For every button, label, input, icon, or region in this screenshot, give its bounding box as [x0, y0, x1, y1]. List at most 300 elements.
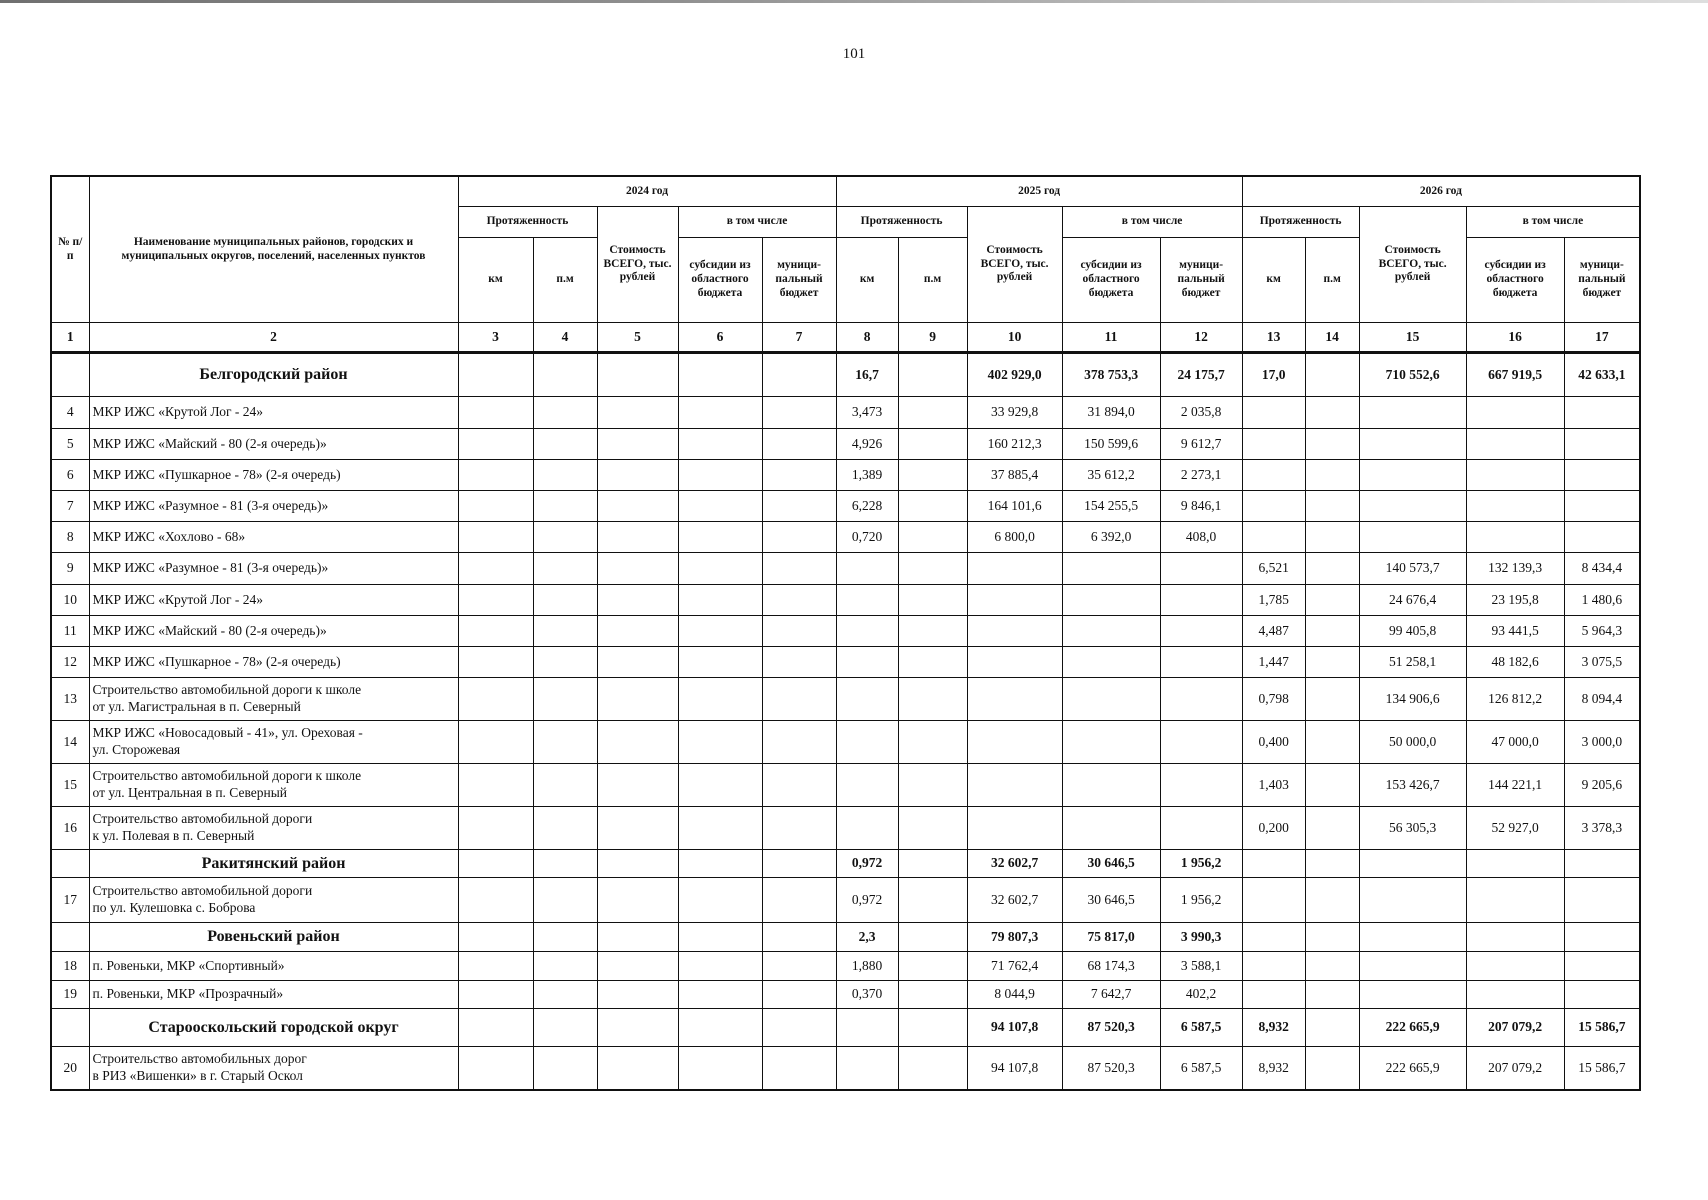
value-cell: 15 586,7	[1564, 1047, 1640, 1091]
column-number: 10	[967, 323, 1062, 353]
district-name: Белгородский район	[89, 353, 458, 397]
value-cell: 35 612,2	[1062, 460, 1160, 491]
value-cell	[836, 1047, 898, 1091]
value-cell: 1,403	[1242, 764, 1305, 807]
value-cell	[533, 491, 597, 522]
header-subsidy-2025: субсидии из областного бюджета	[1062, 238, 1160, 323]
value-cell	[1242, 878, 1305, 923]
value-cell	[533, 878, 597, 923]
row-number: 9	[51, 553, 89, 585]
value-cell	[1242, 522, 1305, 553]
value-cell	[836, 721, 898, 764]
value-cell	[458, 585, 533, 616]
value-cell	[597, 1009, 678, 1047]
header-km-2025: км	[836, 238, 898, 323]
value-cell	[533, 807, 597, 850]
value-cell	[1160, 807, 1242, 850]
scan-edge	[0, 0, 1708, 3]
value-cell: 24 175,7	[1160, 353, 1242, 397]
value-cell	[458, 923, 533, 952]
table-row	[51, 553, 1640, 585]
value-cell	[836, 585, 898, 616]
value-cell: 1,880	[836, 952, 898, 981]
value-cell	[898, 923, 967, 952]
object-name: МКР ИЖС «Пушкарное - 78» (2-я очередь)	[89, 647, 458, 678]
value-cell: 0,798	[1242, 678, 1305, 721]
value-cell	[762, 952, 836, 981]
value-cell	[1305, 1009, 1359, 1047]
value-cell	[533, 1047, 597, 1091]
value-cell	[1564, 491, 1640, 522]
value-cell	[1466, 491, 1564, 522]
row-number: 16	[51, 807, 89, 850]
column-number: 8	[836, 323, 898, 353]
value-cell	[1359, 397, 1466, 429]
table-row	[51, 616, 1640, 647]
value-cell	[458, 460, 533, 491]
value-cell: 153 426,7	[1359, 764, 1466, 807]
value-cell: 164 101,6	[967, 491, 1062, 522]
value-cell	[458, 721, 533, 764]
value-cell	[458, 1009, 533, 1047]
value-cell	[533, 429, 597, 460]
value-cell	[1160, 721, 1242, 764]
value-cell: 23 195,8	[1466, 585, 1564, 616]
value-cell: 94 107,8	[967, 1009, 1062, 1047]
value-cell	[597, 1047, 678, 1091]
value-cell	[458, 952, 533, 981]
value-cell	[678, 585, 762, 616]
value-cell	[533, 616, 597, 647]
column-number: 1	[51, 323, 89, 353]
value-cell	[1305, 429, 1359, 460]
value-cell: 9 612,7	[1160, 429, 1242, 460]
value-cell	[533, 721, 597, 764]
table-row	[51, 429, 1640, 460]
value-cell: 4,926	[836, 429, 898, 460]
value-cell: 99 405,8	[1359, 616, 1466, 647]
value-cell	[1305, 981, 1359, 1009]
row-number	[51, 353, 89, 397]
value-cell	[597, 721, 678, 764]
value-cell	[678, 616, 762, 647]
value-cell	[1242, 952, 1305, 981]
value-cell: 222 665,9	[1359, 1009, 1466, 1047]
value-cell	[533, 353, 597, 397]
value-cell	[1242, 491, 1305, 522]
value-cell	[597, 878, 678, 923]
value-cell: 132 139,3	[1466, 553, 1564, 585]
value-cell: 402 929,0	[967, 353, 1062, 397]
value-cell	[762, 981, 836, 1009]
value-cell	[533, 923, 597, 952]
value-cell	[967, 585, 1062, 616]
value-cell: 31 894,0	[1062, 397, 1160, 429]
table-row	[51, 522, 1640, 553]
value-cell: 87 520,3	[1062, 1009, 1160, 1047]
value-cell: 37 885,4	[967, 460, 1062, 491]
value-cell: 32 602,7	[967, 850, 1062, 878]
value-cell	[458, 616, 533, 647]
page-number: 101	[842, 46, 866, 62]
value-cell	[836, 616, 898, 647]
district-row	[51, 353, 1640, 397]
value-cell	[597, 397, 678, 429]
column-number: 2	[89, 323, 458, 353]
value-cell: 207 079,2	[1466, 1009, 1564, 1047]
value-cell	[1564, 429, 1640, 460]
value-cell: 160 212,3	[967, 429, 1062, 460]
value-cell	[1305, 678, 1359, 721]
value-cell	[898, 585, 967, 616]
value-cell	[1466, 850, 1564, 878]
value-cell: 0,200	[1242, 807, 1305, 850]
value-cell	[898, 522, 967, 553]
value-cell	[597, 923, 678, 952]
value-cell: 16,7	[836, 353, 898, 397]
value-cell: 7 642,7	[1062, 981, 1160, 1009]
object-name: МКР ИЖС «Пушкарное - 78» (2-я очередь)	[89, 460, 458, 491]
value-cell	[678, 807, 762, 850]
value-cell	[678, 397, 762, 429]
value-cell	[836, 807, 898, 850]
budget-table	[50, 175, 1641, 1091]
value-cell	[597, 553, 678, 585]
district-row	[51, 850, 1640, 878]
value-cell	[898, 429, 967, 460]
value-cell: 1,785	[1242, 585, 1305, 616]
district-row	[51, 923, 1640, 952]
table-body	[51, 323, 1640, 1091]
value-cell	[762, 1047, 836, 1091]
column-number: 17	[1564, 323, 1640, 353]
value-cell	[597, 807, 678, 850]
value-cell	[1305, 397, 1359, 429]
value-cell	[898, 878, 967, 923]
value-cell	[1160, 585, 1242, 616]
value-cell	[597, 616, 678, 647]
value-cell: 1,389	[836, 460, 898, 491]
value-cell	[762, 807, 836, 850]
value-cell: 408,0	[1160, 522, 1242, 553]
row-number	[51, 1009, 89, 1047]
value-cell: 222 665,9	[1359, 1047, 1466, 1091]
value-cell	[533, 1009, 597, 1047]
value-cell	[678, 850, 762, 878]
value-cell: 6 800,0	[967, 522, 1062, 553]
value-cell: 30 646,5	[1062, 878, 1160, 923]
column-number: 15	[1359, 323, 1466, 353]
value-cell	[1359, 878, 1466, 923]
object-name: Строительство автомобильной дороги к ул. Полевая в п. Северный	[89, 807, 458, 850]
value-cell	[762, 850, 836, 878]
value-cell	[898, 1009, 967, 1047]
column-number: 14	[1305, 323, 1359, 353]
value-cell: 24 676,4	[1359, 585, 1466, 616]
value-cell	[678, 721, 762, 764]
value-cell	[458, 429, 533, 460]
column-number: 3	[458, 323, 533, 353]
value-cell: 32 602,7	[967, 878, 1062, 923]
value-cell	[458, 850, 533, 878]
value-cell: 667 919,5	[1466, 353, 1564, 397]
object-name: Строительство автомобильной дороги к школе от ул. Магистральная в п. Северный	[89, 678, 458, 721]
row-number: 19	[51, 981, 89, 1009]
value-cell: 6,228	[836, 491, 898, 522]
value-cell	[533, 522, 597, 553]
value-cell: 4,487	[1242, 616, 1305, 647]
value-cell	[597, 678, 678, 721]
value-cell	[597, 952, 678, 981]
object-name: МКР ИЖС «Майский - 80 (2-я очередь)»	[89, 616, 458, 647]
row-number: 6	[51, 460, 89, 491]
value-cell	[1466, 952, 1564, 981]
value-cell: 9 205,6	[1564, 764, 1640, 807]
value-cell	[967, 616, 1062, 647]
value-cell	[458, 491, 533, 522]
column-number: 6	[678, 323, 762, 353]
value-cell	[1564, 522, 1640, 553]
header-including-2025: в том числе	[1062, 207, 1242, 238]
value-cell	[762, 721, 836, 764]
value-cell	[678, 522, 762, 553]
value-cell	[967, 647, 1062, 678]
value-cell: 8 434,4	[1564, 553, 1640, 585]
value-cell	[898, 764, 967, 807]
value-cell	[533, 850, 597, 878]
value-cell	[678, 647, 762, 678]
value-cell: 6 587,5	[1160, 1047, 1242, 1091]
object-name: МКР ИЖС «Разумное - 81 (3-я очередь)»	[89, 491, 458, 522]
value-cell: 56 305,3	[1359, 807, 1466, 850]
value-cell	[1466, 397, 1564, 429]
value-cell	[458, 764, 533, 807]
value-cell: 42 633,1	[1564, 353, 1640, 397]
value-cell	[1466, 981, 1564, 1009]
value-cell	[1305, 460, 1359, 491]
value-cell	[762, 491, 836, 522]
header-cost-2024: Стоимость ВСЕГО, тыс. рублей	[597, 207, 678, 323]
value-cell: 3 075,5	[1564, 647, 1640, 678]
value-cell	[678, 460, 762, 491]
value-cell	[1305, 923, 1359, 952]
value-cell: 0,370	[836, 981, 898, 1009]
value-cell: 3 588,1	[1160, 952, 1242, 981]
value-cell	[898, 616, 967, 647]
object-name: Строительство автомобильной дороги к школе от ул. Центральная в п. Северный	[89, 764, 458, 807]
value-cell	[533, 585, 597, 616]
table-row	[51, 764, 1640, 807]
value-cell: 2 035,8	[1160, 397, 1242, 429]
object-name: МКР ИЖС «Крутой Лог - 24»	[89, 397, 458, 429]
column-number: 9	[898, 323, 967, 353]
value-cell	[967, 678, 1062, 721]
value-cell: 3,473	[836, 397, 898, 429]
value-cell: 1,447	[1242, 647, 1305, 678]
value-cell	[597, 491, 678, 522]
value-cell	[597, 764, 678, 807]
value-cell	[678, 678, 762, 721]
value-cell	[762, 764, 836, 807]
value-cell	[1466, 923, 1564, 952]
value-cell	[898, 460, 967, 491]
value-cell: 3 000,0	[1564, 721, 1640, 764]
value-cell: 87 520,3	[1062, 1047, 1160, 1091]
value-cell	[898, 397, 967, 429]
row-number: 18	[51, 952, 89, 981]
row-number: 7	[51, 491, 89, 522]
object-name: МКР ИЖС «Майский - 80 (2-я очередь)»	[89, 429, 458, 460]
value-cell	[1564, 981, 1640, 1009]
value-cell: 8 044,9	[967, 981, 1062, 1009]
table-row	[51, 807, 1640, 850]
value-cell: 6 392,0	[1062, 522, 1160, 553]
value-cell	[762, 553, 836, 585]
value-cell: 144 221,1	[1466, 764, 1564, 807]
row-number: 8	[51, 522, 89, 553]
value-cell	[678, 923, 762, 952]
value-cell	[1305, 585, 1359, 616]
value-cell: 75 817,0	[1062, 923, 1160, 952]
row-number	[51, 850, 89, 878]
value-cell	[1305, 850, 1359, 878]
header-pm-2026: п.м	[1305, 238, 1359, 323]
header-cost-2026: Стоимость ВСЕГО, тыс. рублей	[1359, 207, 1466, 323]
value-cell: 9 846,1	[1160, 491, 1242, 522]
value-cell	[533, 678, 597, 721]
value-cell	[1305, 878, 1359, 923]
value-cell	[898, 807, 967, 850]
value-cell	[1305, 952, 1359, 981]
value-cell	[1160, 764, 1242, 807]
header-length-2025: Протяженность	[836, 207, 967, 238]
value-cell	[1062, 585, 1160, 616]
value-cell	[597, 850, 678, 878]
value-cell	[678, 429, 762, 460]
value-cell: 5 964,3	[1564, 616, 1640, 647]
value-cell	[533, 460, 597, 491]
value-cell	[1160, 616, 1242, 647]
value-cell	[1305, 721, 1359, 764]
value-cell: 1 480,6	[1564, 585, 1640, 616]
header-subsidy-2026: субсидии из областного бюджета	[1466, 238, 1564, 323]
value-cell	[1359, 491, 1466, 522]
value-cell	[678, 764, 762, 807]
value-cell: 207 079,2	[1466, 1047, 1564, 1091]
header-cost-2025: Стоимость ВСЕГО, тыс. рублей	[967, 207, 1062, 323]
value-cell	[597, 429, 678, 460]
value-cell	[762, 522, 836, 553]
value-cell: 6,521	[1242, 553, 1305, 585]
header-year-2024: 2024 год	[458, 176, 836, 207]
value-cell	[597, 981, 678, 1009]
value-cell: 48 182,6	[1466, 647, 1564, 678]
value-cell	[458, 878, 533, 923]
value-cell: 2 273,1	[1160, 460, 1242, 491]
column-number: 11	[1062, 323, 1160, 353]
value-cell	[678, 353, 762, 397]
value-cell	[1359, 522, 1466, 553]
row-number: 14	[51, 721, 89, 764]
object-name: МКР ИЖС «Разумное - 81 (3-я очередь)»	[89, 553, 458, 585]
value-cell: 2,3	[836, 923, 898, 952]
value-cell	[1305, 764, 1359, 807]
value-cell	[1466, 460, 1564, 491]
table-header	[51, 176, 1640, 323]
value-cell	[1305, 1047, 1359, 1091]
object-name: МКР ИЖС «Новосадовый - 41», ул. Ореховая - ул. Сторожевая	[89, 721, 458, 764]
value-cell: 8 094,4	[1564, 678, 1640, 721]
value-cell	[898, 952, 967, 981]
value-cell	[1359, 981, 1466, 1009]
value-cell	[1062, 616, 1160, 647]
value-cell	[533, 553, 597, 585]
value-cell	[898, 981, 967, 1009]
value-cell: 8,932	[1242, 1047, 1305, 1091]
value-cell	[1305, 616, 1359, 647]
header-municipal-2025: муници-пальный бюджет	[1160, 238, 1242, 323]
value-cell	[1305, 491, 1359, 522]
row-number: 5	[51, 429, 89, 460]
value-cell	[1564, 952, 1640, 981]
header-subsidy-2024: субсидии из областного бюджета	[678, 238, 762, 323]
column-numbers-row	[51, 323, 1640, 353]
value-cell	[836, 647, 898, 678]
value-cell	[1305, 522, 1359, 553]
value-cell	[678, 952, 762, 981]
value-cell	[762, 460, 836, 491]
value-cell	[1160, 678, 1242, 721]
value-cell	[1564, 397, 1640, 429]
header-km-2026: км	[1242, 238, 1305, 323]
value-cell	[1359, 850, 1466, 878]
column-number: 5	[597, 323, 678, 353]
table-row	[51, 491, 1640, 522]
value-cell	[898, 553, 967, 585]
table-row	[51, 678, 1640, 721]
value-cell	[836, 678, 898, 721]
value-cell	[1062, 678, 1160, 721]
value-cell	[1062, 647, 1160, 678]
value-cell	[533, 952, 597, 981]
table-row	[51, 721, 1640, 764]
value-cell	[458, 397, 533, 429]
value-cell	[898, 647, 967, 678]
row-number: 4	[51, 397, 89, 429]
column-number: 13	[1242, 323, 1305, 353]
value-cell	[1160, 553, 1242, 585]
value-cell: 17,0	[1242, 353, 1305, 397]
header-length-2024: Протяженность	[458, 207, 597, 238]
value-cell: 0,720	[836, 522, 898, 553]
value-cell	[762, 678, 836, 721]
row-number: 11	[51, 616, 89, 647]
value-cell	[1466, 522, 1564, 553]
value-cell	[1242, 981, 1305, 1009]
value-cell: 134 906,6	[1359, 678, 1466, 721]
value-cell: 51 258,1	[1359, 647, 1466, 678]
value-cell	[898, 1047, 967, 1091]
district-name: Ровеньский район	[89, 923, 458, 952]
value-cell	[678, 491, 762, 522]
value-cell	[1062, 721, 1160, 764]
value-cell: 378 753,3	[1062, 353, 1160, 397]
header-year-2025: 2025 год	[836, 176, 1242, 207]
value-cell	[1305, 807, 1359, 850]
value-cell	[762, 429, 836, 460]
value-cell	[533, 647, 597, 678]
value-cell	[1564, 850, 1640, 878]
